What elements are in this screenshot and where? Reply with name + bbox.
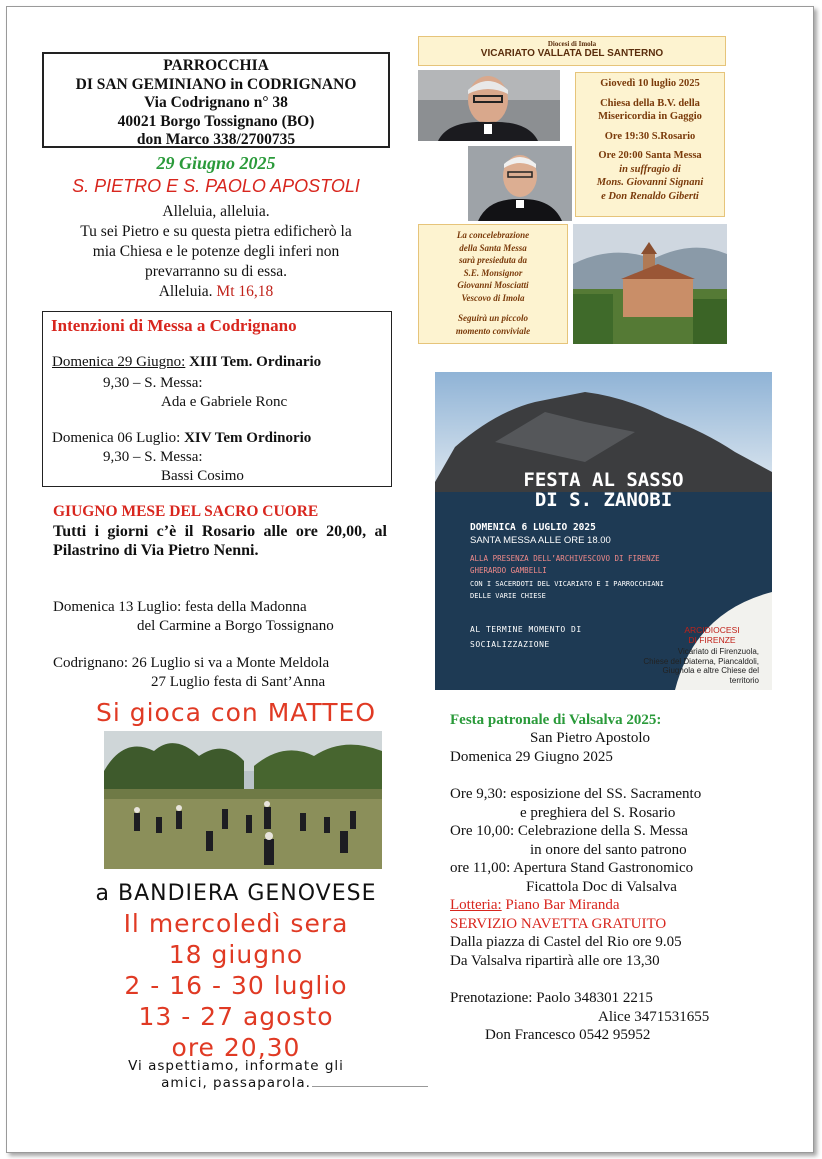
poster-archdiocese: ARCIDIOCESI DI FIRENZE	[684, 625, 740, 645]
priest-photo-2	[468, 146, 572, 221]
matteo-schedule	[40, 908, 432, 1063]
booking-line: Prenotazione: Paolo 348301 2215	[450, 990, 653, 1006]
note-line: e Don Renaldo Giberti	[601, 190, 699, 202]
diocese-label: Diocesi di Imola	[547, 40, 597, 48]
parish-header-box	[42, 52, 390, 148]
verse-line: mia Chiesa e le potenze degli inferi non	[92, 243, 340, 260]
parish-line: DI SAN GEMINIANO in CODRIGNANO	[75, 75, 357, 93]
booking-line: Alice 3471531655	[598, 1009, 710, 1025]
poster-mass-time: SANTA MESSA ALLE ORE 18.00	[470, 535, 611, 546]
invite-line: amici, passaparola.	[161, 1075, 311, 1091]
football-photo	[104, 731, 382, 869]
schedule-line: 18 giugno	[168, 940, 304, 969]
verse-line: Alleluia. Mt 16,18	[158, 283, 274, 300]
festa-sasso-poster	[435, 372, 772, 690]
sacred-heart-title: GIUGNO MESE DEL SACRO CUORE	[53, 503, 319, 520]
valsalva-line: Dalla piazza di Castel del Rio ore 9.05	[450, 934, 682, 950]
poster-date: DOMENICA 6 LUGLIO 2025	[470, 522, 596, 533]
matteo-title: Si gioca con MATTEO	[95, 698, 377, 727]
valsalva-line: Ficattola Doc di Valsalva	[526, 879, 677, 895]
verse-line: prevarranno su di essa.	[144, 263, 288, 280]
sacred-heart-body: Tutti i giorni c’è il Rosario alle ore 20,00, al Pilastrino di Via Pietro Nenni.	[53, 523, 387, 559]
valsalva-title: Festa patronale di Valsalva 2025:	[450, 712, 662, 728]
intention-names: Ada e Gabriele Ronc	[161, 394, 288, 410]
poster-vicariate: Vicariato di Firenzuola, Chiese del Diaterna, Piancaldoli, Giugnola e altre Chiese del territorio	[643, 647, 759, 685]
vicariato-schedule-note	[575, 72, 725, 217]
note-line: Giovedì 10 luglio 2025	[600, 78, 700, 89]
valsalva-line: Ore 9,30: esposizione del SS. Sacramento	[450, 786, 702, 802]
event-line: 27 Luglio festa di Sant’Anna	[151, 674, 326, 690]
poster-priests: CON I SACERDOTI DEL VICARIATO E I PARROCCHIANI DELLE VARIE CHIESE	[470, 580, 664, 600]
priest-photo-1	[418, 70, 560, 141]
valsalva-line: San Pietro Apostolo	[530, 730, 651, 746]
invite-line: Vi aspettiamo, informate gli	[128, 1058, 344, 1074]
schedule-line: Il mercoledì sera	[123, 909, 349, 938]
feast-title: S. PIETRO E S. PAOLO APOSTOLI	[72, 176, 360, 196]
note-line: Ore 19:30 S.Rosario	[604, 130, 696, 142]
lottery-line: Lotteria: Piano Bar Miranda	[450, 897, 620, 913]
vicariato-banner	[418, 36, 726, 66]
booking-line: Don Francesco 0542 95952	[485, 1027, 651, 1043]
event-line: del Carmine a Borgo Tossignano	[137, 618, 334, 634]
valsalva-line: Da Valsalva ripartirà alle ore 13,30	[450, 953, 660, 969]
schedule-line: 2 - 16 - 30 luglio	[124, 971, 348, 1000]
intentions-title: Intenzioni di Messa a Codrignano	[51, 316, 297, 335]
valsalva-line: in onore del santo patrono	[530, 842, 687, 858]
parish-line: PARROCCHIA	[163, 57, 269, 74]
parish-address: Via Codrignano n° 38	[144, 94, 288, 111]
vicariato-title: VICARIATO VALLATA DEL SANTERNO	[480, 48, 664, 59]
intention-mass-time: 9,30 – S. Messa:	[103, 449, 203, 465]
parish-phone: don Marco 338/2700735	[136, 131, 296, 148]
church-photo	[573, 224, 727, 344]
note-line: Mons. Giovanni Signani	[596, 177, 704, 188]
shuttle-line: SERVIZIO NAVETTA GRATUITO	[450, 916, 667, 932]
parish-city: 40021 Borgo Tossignano (BO)	[117, 112, 315, 130]
note-line: Ore 20:00 Santa Messa	[598, 150, 702, 161]
mass-intentions-box	[42, 311, 392, 487]
intention-names: Bassi Cosimo	[161, 468, 244, 484]
poster-end-moment: AL TERMINE MOMENTO DI SOCIALIZZAZIONE	[470, 625, 582, 649]
event-line: Domenica 13 Luglio: festa della Madonna	[53, 599, 307, 615]
verse-line: Tu sei Pietro e su questa pietra edificherò la	[80, 223, 352, 240]
note-line: Misericordia in Gaggio	[598, 111, 702, 122]
valsalva-line: e preghiera del S. Rosario	[520, 805, 676, 821]
gospel-reference: Mt 16,18	[216, 283, 274, 300]
valsalva-line: Domenica 29 Giugno 2025	[450, 749, 613, 765]
matteo-place: a BANDIERA GENOVESE	[95, 881, 377, 906]
intention-day-2: Domenica 06 Luglio: XIV Tem Ordinorio	[52, 430, 312, 446]
divider	[312, 1086, 428, 1087]
note-line: Chiesa della B.V. della	[600, 97, 700, 109]
intention-day-1: Domenica 29 Giugno: XIII Tem. Ordinario	[52, 354, 322, 370]
feast-date: 29 Giugno 2025	[156, 153, 276, 173]
event-line: Codrignano: 26 Luglio si va a Monte Meldola	[53, 655, 330, 671]
poster-presence: ALLA PRESENZA DELL’ARCHIVESCOVO DI FIRENZE GHERARDO GAMBELLI	[470, 554, 660, 575]
intention-mass-time: 9,30 – S. Messa:	[103, 375, 203, 391]
valsalva-line: Ore 10,00: Celebrazione della S. Messa	[450, 823, 688, 839]
gospel-acclamation	[42, 202, 390, 302]
poster-title: FESTA AL SASSO DI S. ZANOBI	[523, 469, 684, 511]
concelebration-note: La concelebrazione della Santa Messa sarà presieduta da S.E. Monsignor Giovanni Mosciatti Vescovo di Imola Seguirà un piccolo momento conviviale	[418, 224, 568, 344]
schedule-line: ore 20,30	[171, 1033, 301, 1062]
note-line: in suffragio di	[619, 163, 681, 175]
verse-line: Alleluia, alleluia.	[162, 203, 270, 220]
valsalva-line: ore 11,00: Apertura Stand Gastronomico	[450, 860, 694, 876]
schedule-line: 13 - 27 agosto	[138, 1002, 334, 1031]
